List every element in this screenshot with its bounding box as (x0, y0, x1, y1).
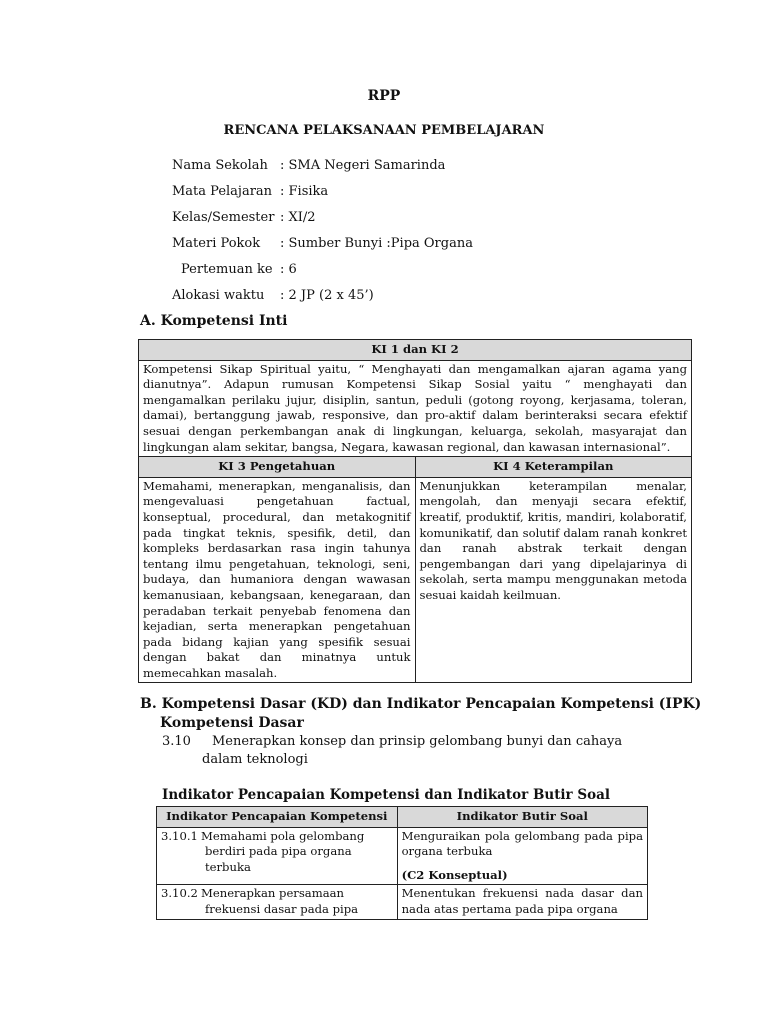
document-subtitle: RENCANA PELAKSANAAN PEMBELAJARAN (223, 123, 545, 138)
soal-cell (397, 885, 647, 919)
identity-value: : 6 (280, 262, 297, 277)
identity-row-subject (172, 184, 328, 199)
ipk-heading: Indikator Pencapaian Kompetensi dan Indikator Butir Soal (162, 787, 610, 803)
identity-value: : XI/2 (280, 210, 316, 225)
ipk-cell (157, 827, 398, 885)
kd-text: Menerapkan konsep dan prinsip gelombang bunyi dan cahaya (212, 734, 623, 749)
soal-text: Menentukan frekuensi nada dasar dan nada atas pertama pada pipa organa (401, 886, 643, 916)
soal-level: (C2 Konseptual) (401, 867, 508, 882)
soal-cell (397, 827, 647, 885)
soal-col-header: Indikator Butir Soal (397, 807, 647, 828)
ki4-text: Menunjukkan keterampilan menalar, mengolah, dan menyaji secara efektif, kreatif, produktif, kritis, mandiri, kolaboratif, komunikatif, dan solutif dalam ranah konkret dan ranah abstrak terkait dengan pengembangan dari yang dipelajarinya di sekolah, serta mampu menggunakan metoda sesuai kaidah keilmuan. (415, 477, 692, 683)
section-a-heading: A. Kompetensi Inti (140, 313, 288, 329)
ki12-header: KI 1 dan KI 2 (139, 340, 692, 361)
ki3-header: KI 3 Pengetahuan (139, 457, 416, 478)
ki-table (138, 339, 692, 683)
identity-value: : Sumber Bunyi :Pipa Organa (280, 236, 473, 251)
identity-label: Kelas/Semester (172, 210, 275, 225)
ki4-header: KI 4 Keterampilan (415, 457, 692, 478)
kd-text-continued: dalam teknologi (202, 752, 308, 767)
ipk-indicator-first-line (161, 886, 393, 902)
identity-label: Materi Pokok (172, 236, 261, 251)
identity-value: : 2 JP (2 x 45’) (280, 288, 374, 303)
ipk-indicator-text: Menerapkan persamaan (201, 886, 344, 901)
ipk-table (156, 806, 648, 920)
identity-value: : Fisika (280, 184, 329, 199)
ipk-indicator-rest: berdiri pada pipa organa terbuka (205, 844, 352, 874)
identity-row-topic (172, 236, 473, 251)
soal-text: Menguraikan pola gelombang pada pipa organa terbuka (401, 828, 643, 859)
ki3-text: Memahami, menerapkan, menganalisis, dan mengevaluasi pengetahuan factual, konseptual, procedural, dan metakognitif pada tingkat teknis, spesifik, detil, dan kompleks berdasarkan rasa ingin tahunya tentang ilmu pengetahuan, teknologi, seni, budaya, dan humaniora dengan wawasan kemanusiaan, kebangsaan, kenegaraan, dan peradaban terkait penyebab fenomena dan kejadian, serta menerapkan pengetahuan pada bidang kajian yang spesifik sesuai dengan bakat dan minatnya untuk memecahkan masalah. (139, 477, 416, 683)
ipk-indicator-text: Memahami pola gelombang (201, 828, 365, 843)
document-title: RPP (367, 88, 401, 104)
ipk-cell (157, 885, 398, 919)
table-row (157, 885, 648, 919)
identity-row-class (172, 210, 316, 225)
ipk-indicator-first-line (161, 829, 393, 845)
ki12-text: Kompetensi Sikap Spiritual yaitu, “ Menghayati dan mengamalkan ajaran agama yang dianutnya”. Adapun rumusan Kompetensi Sikap Sosial yaitu “ menghayati dan mengamalkan perilaku jujur, disiplin, santun, peduli (gotong royong, kerjasama, toleran, damai), bertanggung jawab, responsive, dan pro-aktif dalam berinteraksi secara efektif sesuai dengan perkembangan anak di lingkungan, keluarga, sekolah, masyarajat dan lingkungan alam sekitar, bangsa, Negara, kawasan regional, dan kawasan internasional”. (139, 360, 692, 457)
ipk-col-header: Indikator Pencapaian Kompetensi (157, 807, 398, 828)
identity-row-school (172, 158, 445, 173)
identity-row-time (172, 288, 374, 303)
section-b-heading: B. Kompetensi Dasar (KD) dan Indikator Pencapaian Kompetensi (IPK) (140, 696, 702, 712)
ipk-indicator-rest: frekuensi dasar pada pipa (205, 901, 359, 916)
ipk-number: 3.10.1 (161, 828, 198, 843)
kd-number: 3.10 (162, 734, 191, 749)
identity-label: Mata Pelajaran (172, 184, 273, 199)
identity-label: Pertemuan ke (181, 262, 273, 277)
table-row (157, 827, 648, 885)
identity-label: Nama Sekolah (172, 158, 268, 173)
identity-row-meeting (172, 262, 297, 277)
identity-label: Alokasi waktu (172, 288, 265, 303)
identity-value: : SMA Negeri Samarinda (280, 158, 446, 173)
ipk-number: 3.10.2 (161, 886, 198, 901)
kd-heading: Kompetensi Dasar (160, 715, 304, 731)
